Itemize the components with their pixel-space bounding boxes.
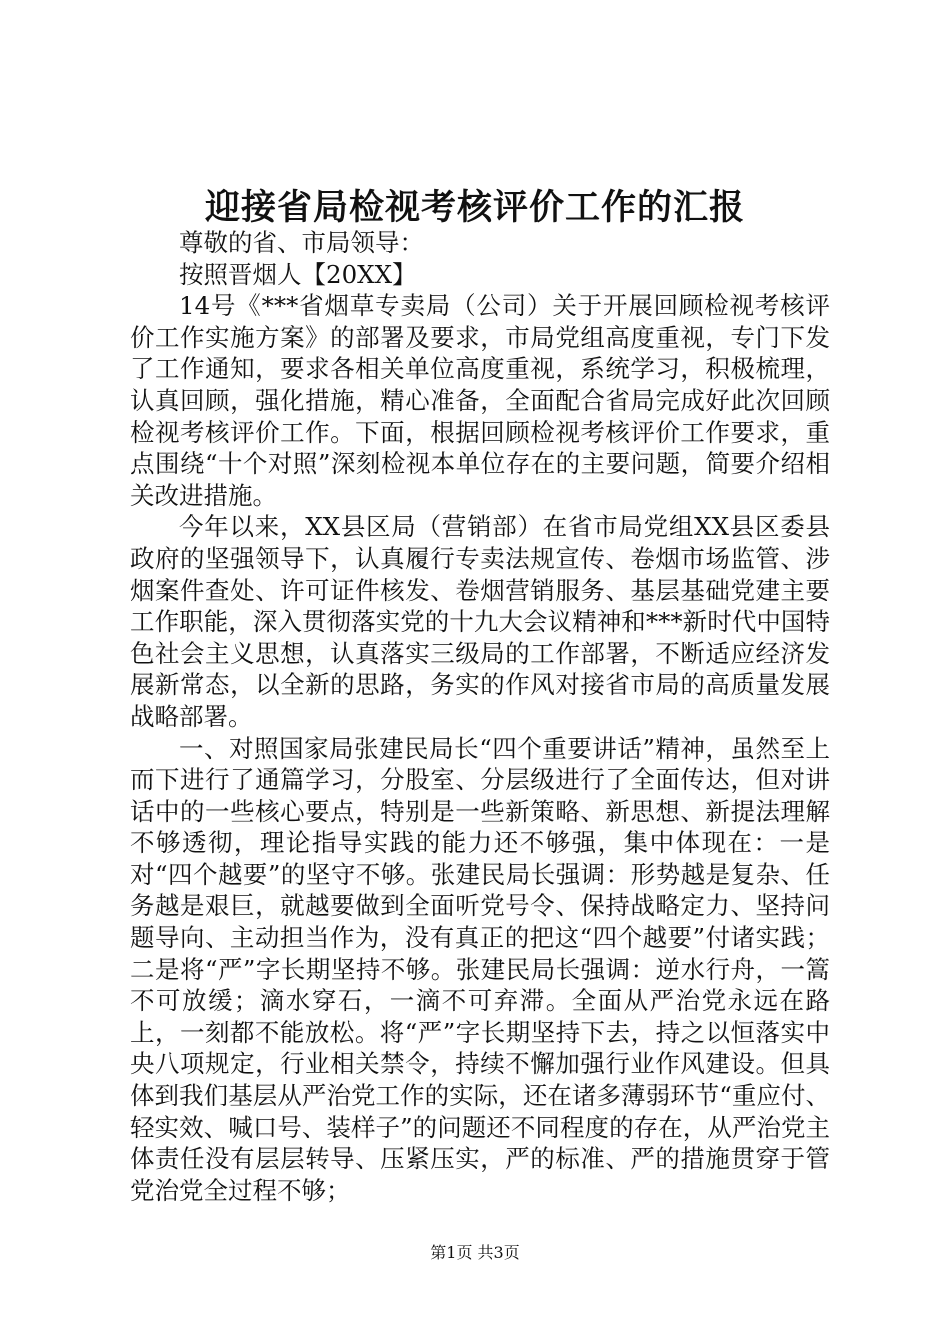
overview-paragraph: 今年以来，XX县区局（营销部）在省市局党组XX县区委县政府的坚强领导下，认真履行专卖法规宣传、卷烟市场监管、涉烟案件查处、许可证件核发、卷烟营销服务、基层基础党建主要工作职能，深入贯彻落实党的十九大会议精神和***新时代中国特色社会主义思想，认真落实三级局的工作部署，不断适应经济发展新常态，以全新的思路，务实的作风对接省市局的高质量发展战略部署。 xyxy=(130,512,830,731)
document-title: 迎接省局检视考核评价工作的汇报 xyxy=(204,187,745,228)
document-body xyxy=(130,227,830,1206)
intro-paragraph: 14号《***省烟草专卖局（公司）关于开展回顾检视考核评价工作实施方案》的部署及要求，市局党组高度重视，专门下发了工作通知，要求各相关单位高度重视，系统学习，积极梳理，认真回顾，强化措施，精心准备，全面配合省局完成好此次回顾检视考核评价工作。下面，根据回顾检视考核评价工作要求，重点围绕“十个对照”深刻检视本单位存在的主要问题，简要介绍相关改进措施。 xyxy=(130,291,830,510)
salutation-paragraph: 尊敬的省、市局领导： xyxy=(179,228,424,257)
reference-paragraph: 按照晋烟人【20XX】 xyxy=(179,259,417,289)
page-number-footer: 第1页 共3页 xyxy=(430,1243,520,1262)
section-one-paragraph: 一、对照国家局张建民局长“四个重要讲话”精神，虽然至上而下进行了通篇学习，分股室、分层级进行了全面传达，但对讲话中的一些核心要点，特别是一些新策略、新思想、新提法理解不够透彻，理论指导实践的能力还不够强，集中体现在：一是对“四个越要”的坚守不够。张建民局长强调：形势越是复杂、任务越是艰巨，就越要做到全面听党号令、保持战略定力、坚持问题导向、主动担当作为，没有真正的把这“四个越要”付诸实践；二是将“严”字长期坚持不够。张建民局长强调：逆水行舟，一篙不可放缓；滴水穿石，一滴不可弃滞。全面从严治党永远在路上，一刻都不能放松。将“严”字长期坚持下去，持之以恒落实中央八项规定，行业相关禁令，持续不懈加强行业作风建设。但具体到我们基层从严治党工作的实际，还在诸多薄弱环节“重应付、轻实效、喊口号、装样子”的问题还不同程度的存在，从严治党主体责任没有层层转导、压紧压实，严的标准、严的措施贯穿于管党治党全过程不够； xyxy=(130,733,830,1205)
